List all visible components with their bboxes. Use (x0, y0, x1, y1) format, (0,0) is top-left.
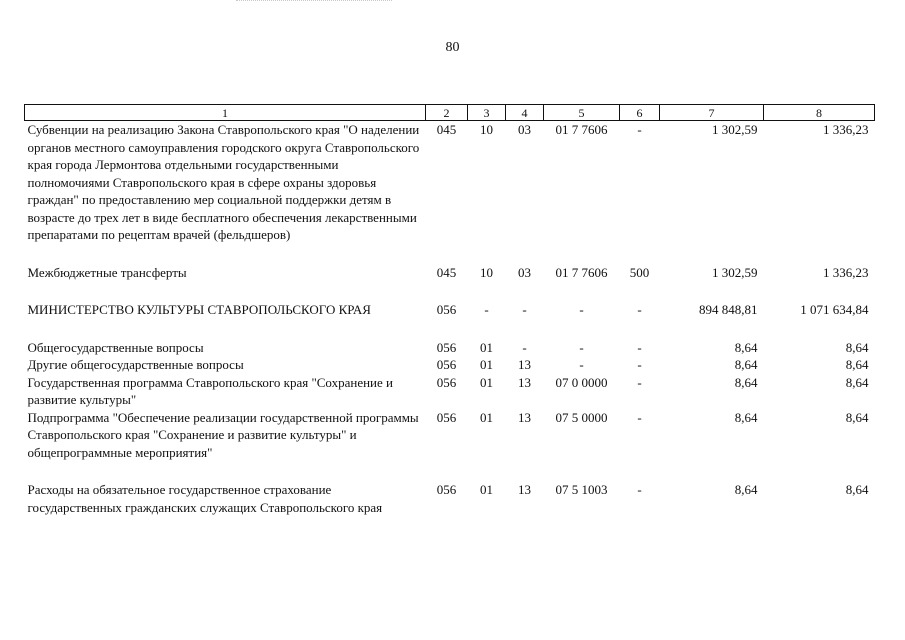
header-col-2: 2 (426, 105, 468, 121)
cell-target-item: - (579, 357, 584, 372)
cell-section: - (484, 302, 489, 317)
row-name: Подпрограмма "Обеспечение реализации государственной программы Ставропольского края "Сохранение и развитие культуры" и общепрограммные мероприятия" (27, 409, 419, 460)
row-name: Другие общегосударственные вопросы (27, 357, 244, 372)
cell-amount-1: 1 302,59 (712, 264, 758, 280)
cell-amount-2: 8,64 (845, 409, 869, 425)
cell-amount-1: 8,64 (734, 409, 758, 425)
cell-target-item: 01 7 7606 (555, 122, 608, 137)
row-spacer (25, 461, 875, 481)
cell-expense-type: - (637, 482, 642, 497)
cell-subsection: 13 (518, 482, 531, 497)
cell-admin-code: 056 (436, 482, 457, 497)
cell-amount-2: 8,64 (845, 357, 869, 372)
cell-amount-2: 8,64 (845, 374, 869, 390)
header-col-7: 7 (660, 105, 764, 121)
cell-target-item: 07 0 0000 (555, 374, 608, 390)
cell-section: 01 (480, 339, 493, 355)
cell-amount-1: 8,64 (734, 357, 758, 372)
cell-amount-1: 1 302,59 (712, 122, 758, 137)
cell-target-item: - (579, 339, 584, 355)
cell-subsection: 13 (518, 374, 531, 390)
cell-subsection: - (522, 339, 527, 355)
cell-admin-code: 056 (436, 302, 457, 317)
table-row (25, 264, 875, 282)
cell-amount-2: 1 071 634,84 (800, 302, 869, 317)
cell-admin-code: 056 (436, 409, 457, 425)
table-row (25, 301, 875, 319)
cell-subsection: 13 (518, 357, 531, 372)
row-name: Расходы на обязательное государственное страхование государственных гражданских служащих Ставропольского края (27, 482, 383, 515)
cell-amount-1: 894 848,81 (699, 302, 758, 317)
table-row (25, 374, 875, 409)
row-name: Общегосударственные вопросы (27, 339, 204, 355)
cell-expense-type: - (637, 122, 642, 137)
page-number: 80 (445, 40, 460, 55)
cell-amount-2: 8,64 (845, 482, 869, 497)
scan-artifact (236, 0, 392, 5)
header-row (25, 105, 875, 121)
cell-subsection: 13 (518, 409, 531, 425)
cell-subsection: - (522, 302, 527, 317)
cell-admin-code: 056 (436, 374, 457, 390)
cell-section: 01 (480, 357, 493, 372)
cell-amount-1: 8,64 (734, 339, 758, 355)
cell-amount-2: 1 336,23 (823, 264, 869, 280)
cell-admin-code: 056 (436, 339, 457, 355)
header-col-6: 6 (620, 105, 660, 121)
cell-admin-code: 056 (436, 357, 457, 372)
cell-expense-type: - (637, 374, 642, 390)
table-row (25, 121, 875, 244)
header-col-5: 5 (544, 105, 620, 121)
header-col-3: 3 (468, 105, 506, 121)
cell-expense-type: 500 (629, 264, 650, 280)
cell-target-item: - (579, 302, 584, 317)
cell-section: 01 (480, 409, 493, 425)
budget-table (24, 104, 875, 516)
table-row (25, 356, 875, 374)
cell-section: 10 (480, 122, 493, 137)
cell-section: 10 (480, 264, 493, 280)
cell-admin-code: 045 (436, 122, 457, 137)
row-name: МИНИСТЕРСТВО КУЛЬТУРЫ СТАВРОПОЛЬСКОГО КРАЯ (27, 302, 371, 317)
header-col-8: 8 (764, 105, 875, 121)
row-name: Межбюджетные трансферты (27, 264, 187, 280)
table-row (25, 409, 875, 462)
cell-amount-1: 8,64 (734, 482, 758, 497)
cell-subsection: 03 (518, 122, 531, 137)
cell-admin-code: 045 (436, 264, 457, 280)
cell-target-item: 07 5 1003 (555, 482, 608, 497)
header-col-4: 4 (506, 105, 544, 121)
cell-amount-2: 8,64 (845, 339, 869, 355)
row-spacer (25, 244, 875, 264)
cell-subsection: 03 (518, 264, 531, 280)
cell-section: 01 (480, 482, 493, 497)
row-name: Государственная программа Ставропольского края "Сохранение и развитие культуры" (27, 374, 393, 407)
cell-target-item: 01 7 7606 (555, 264, 608, 280)
cell-expense-type: - (637, 409, 642, 425)
cell-expense-type: - (637, 339, 642, 355)
header-col-1: 1 (25, 105, 426, 121)
row-spacer (25, 281, 875, 301)
cell-expense-type: - (637, 302, 642, 317)
cell-amount-1: 8,64 (734, 374, 758, 390)
cell-section: 01 (480, 374, 493, 390)
cell-expense-type: - (637, 357, 642, 372)
cell-target-item: 07 5 0000 (555, 409, 608, 425)
cell-amount-2: 1 336,23 (823, 122, 869, 137)
row-name: Субвенции на реализацию Закона Ставропольского края "О наделении органов местного самоуправления городского округа Ставропольского края города Лермонтова отдельными государственными полномочиями Ставропольского края в сфере охраны здоровья граждан" по предоставлению мер социальной поддержки детям в возрасте до трех лет в виде бесплатного обеспечения лекарственными препаратами по рецептам врачей (фельдшеров) (27, 122, 420, 242)
table-row (25, 339, 875, 357)
table-row (25, 481, 875, 516)
row-spacer (25, 319, 875, 339)
